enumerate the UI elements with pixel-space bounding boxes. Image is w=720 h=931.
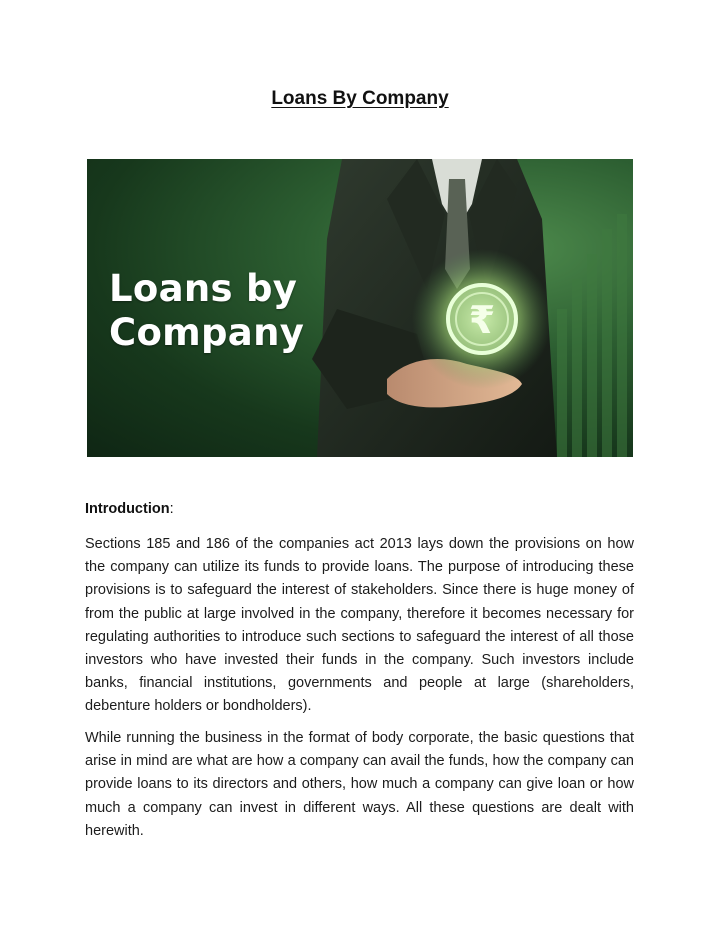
hero-caption-line2: Company bbox=[109, 311, 305, 354]
hero-image bbox=[87, 159, 633, 457]
hero-caption bbox=[109, 267, 304, 355]
section-heading-label: Introduction bbox=[85, 501, 170, 517]
section-heading-colon: : bbox=[169, 501, 174, 517]
paragraph-1: Sections 185 and 186 of the companies act 2013 lays down the provisions on how the company can utilize its funds to provide loans. The purpose of introducing these provisions is to safeguard the interest of stakeholders. Since there is huge money of from the public at large involved in the company, therefore it becomes necessary for regulating authorities to introduce such sections to safeguard the interest of all those investors who have invested their funds in the company. Such investors include banks, financial institutions, governments and people at large (shareholders, debenture holders or bondholders). bbox=[85, 536, 634, 715]
paragraph-2: While running the business in the format of body corporate, the basic questions that arise in mind are what are how a company can avail the funds, how the company can provide loans to its directors and others, how much a company can give loan or how much a company can invest in different ways. All these questions are dealt with herewith. bbox=[85, 730, 634, 839]
section-heading bbox=[85, 501, 174, 517]
rupee-symbol: ₹ bbox=[468, 298, 496, 342]
hero-caption-line1: Loans by bbox=[109, 267, 298, 310]
page-title: Loans By Company bbox=[271, 88, 449, 109]
rupee-coin-icon bbox=[448, 285, 516, 353]
